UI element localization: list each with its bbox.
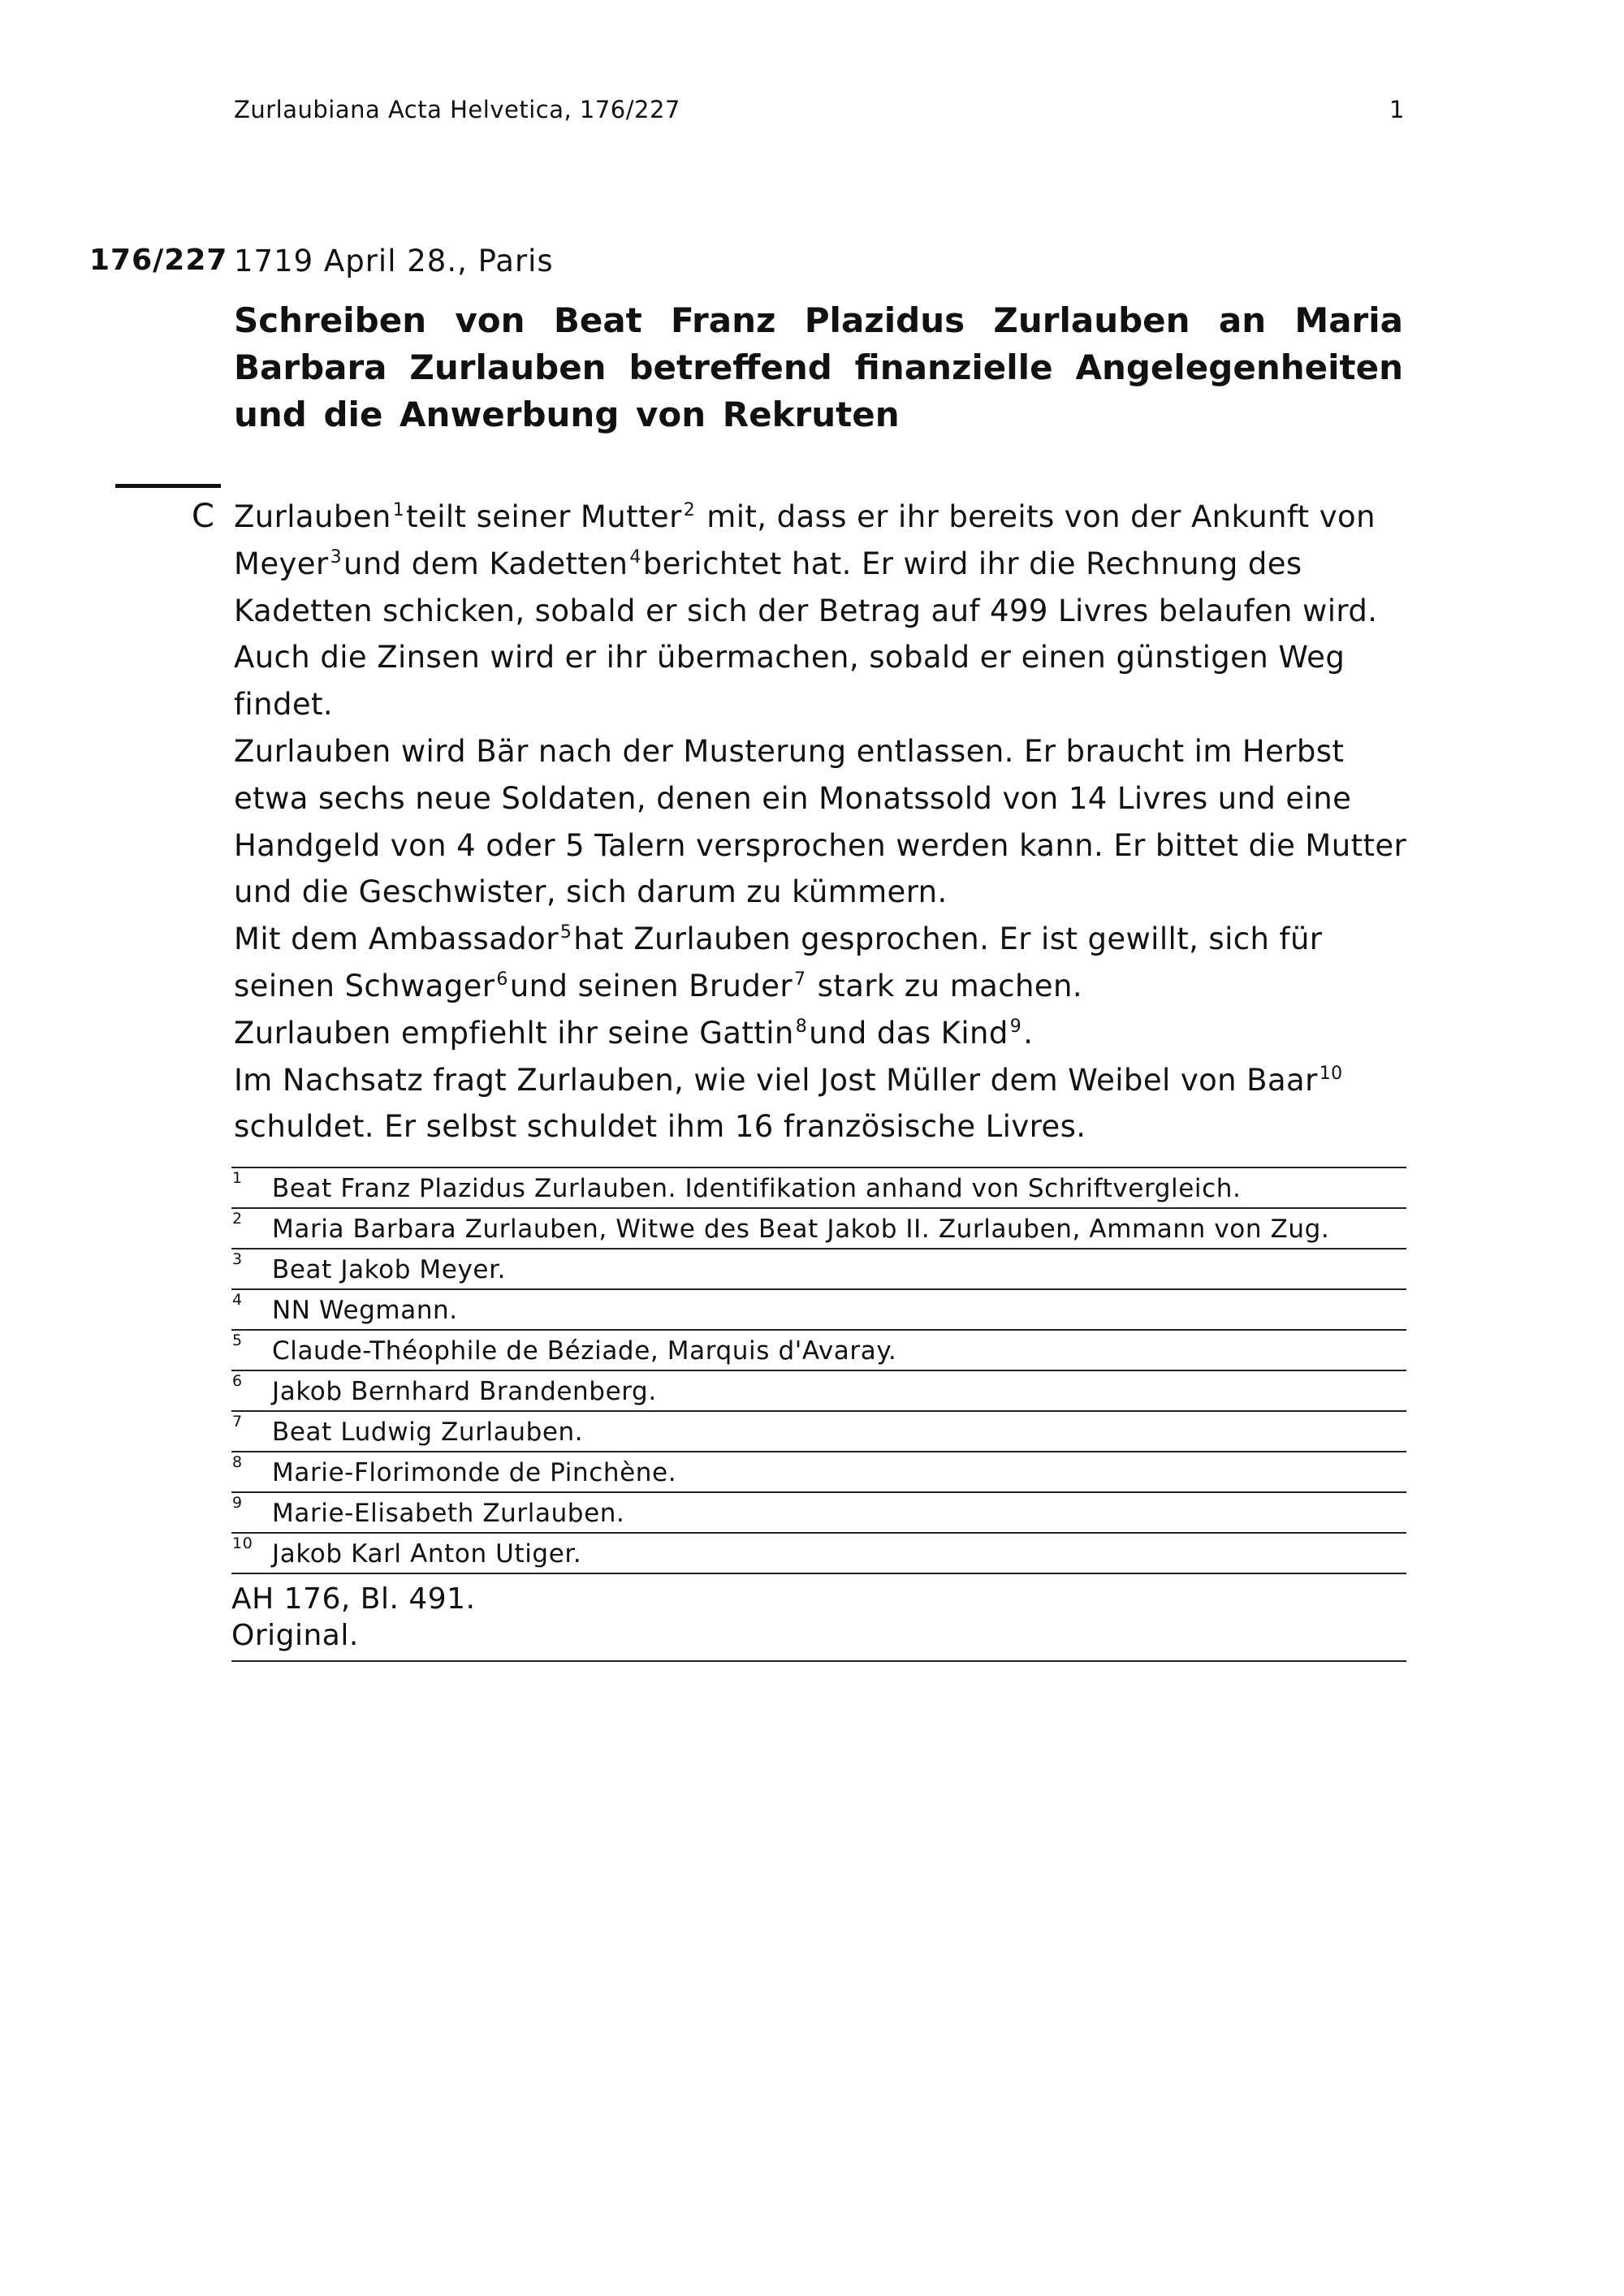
footnote-ref[interactable]: 1 (392, 500, 405, 520)
footnote-text: Beat Jakob Meyer. (272, 1255, 507, 1284)
footnotes-list (231, 1167, 1406, 1574)
footnote-number: 7 (232, 1413, 243, 1431)
footnote (231, 1168, 1406, 1209)
document-type: Original. (231, 1619, 359, 1652)
summary-paragraph: Zurlauben empfiehlt ihr seine Gattin$^8$und das Kind$^9$. (234, 1015, 1034, 1051)
summary-paragraph: Zurlauben wird Bär nach der Musterung entlassen. Er braucht im Herbst etwa sechs neue Soldaten, denen ein Monatssold von 14 Livres und eine Handgeld von 4 oder 5 Talern versprochen werden kann. Er bittet die Mutter und die Geschwister, sich darum zu kümmern. (234, 733, 1407, 910)
footnote-ref[interactable]: 9 (1009, 1016, 1022, 1037)
footnote-number: 4 (232, 1291, 243, 1309)
footnote-ref[interactable]: 8 (795, 1016, 808, 1037)
footnote-number: 9 (232, 1494, 243, 1512)
footnote-text: Maria Barbara Zurlauben, Witwe des Beat Jakob II. Zurlauben, Ammann von Zug. (272, 1215, 1330, 1244)
running-head (234, 96, 1405, 123)
footnote (231, 1493, 1406, 1534)
footnote-number: 10 (232, 1534, 253, 1552)
footnote-text: Marie-Elisabeth Zurlauben. (272, 1499, 625, 1528)
document-number: 176/227 (89, 244, 228, 277)
date-place: 1719 April 28., Paris (234, 244, 554, 278)
footnote-ref[interactable]: 10 (1319, 1063, 1343, 1084)
page-number: 1 (1389, 96, 1405, 123)
footnote-number: 3 (232, 1250, 243, 1268)
footnote-text: Beat Franz Plazidus Zurlauben. Identifikation anhand von Schriftvergleich. (272, 1174, 1242, 1203)
footnote-text: Jakob Bernhard Brandenberg. (272, 1377, 657, 1406)
document-title: Schreiben von Beat Franz Plazidus Zurlauben an Maria Barbara Zurlauben betreffend finanzielle Angelegenheiten und die Anwerbung von Rekruten (234, 300, 1403, 434)
footnote (231, 1371, 1406, 1412)
footnote-ref[interactable]: 5 (559, 922, 572, 943)
source-block (231, 1581, 1406, 1662)
summary-paragraph: Mit dem Ambassador$^5$hat Zurlauben gesprochen. Er ist gewillt, sich für seinen Schwager$^6$und seinen Bruder$^7$ stark zu machen. (234, 921, 1323, 1003)
margin-rule (115, 484, 221, 488)
footnote (231, 1209, 1406, 1249)
summary-paragraph: Im Nachsatz fragt Zurlauben, wie viel Jost Müller dem Weibel von Baar$^{10}$ schuldet. Er selbst schuldet ihm 16 französische Livres. (234, 1062, 1343, 1145)
footnote-text: NN Wegmann. (272, 1296, 458, 1325)
footnote-number: 2 (232, 1210, 243, 1228)
footnote (231, 1412, 1406, 1452)
footnote (231, 1452, 1406, 1493)
margin-letter: C (192, 498, 214, 535)
summary-text (234, 494, 1419, 1150)
footnote-ref[interactable]: 4 (629, 546, 641, 568)
footnote (231, 1534, 1406, 1574)
footnote-number: 1 (232, 1169, 243, 1187)
footnote-text: Jakob Karl Anton Utiger. (272, 1539, 582, 1569)
footnote (231, 1290, 1406, 1331)
footnote-number: 6 (232, 1372, 243, 1390)
footnote-text: Claude-Théophile de Béziade, Marquis d'Avaray. (272, 1336, 897, 1366)
footnote-ref[interactable]: 7 (794, 969, 806, 990)
footnote-text: Beat Ludwig Zurlauben. (272, 1418, 584, 1447)
footnote-text: Marie-Florimonde de Pinchène. (272, 1458, 677, 1487)
summary-paragraph: Zurlauben$^1$teilt seiner Mutter$^2$ mit, dass er ihr bereits von der Ankunft von Meyer$^3$und dem Kadetten$^4$berichtet hat. Er wird ihr die Rechnung des Kadetten schicken, sobald er sich der Betrag auf 499 Livres belaufen wird. Auch die Zinsen wird er ihr übermachen, sobald er einen günstigen Weg findet. (234, 499, 1378, 723)
footnote-number: 8 (232, 1453, 243, 1471)
footnote (231, 1249, 1406, 1290)
footnote-number: 5 (232, 1331, 243, 1349)
footnote (231, 1331, 1406, 1371)
footnote-ref[interactable]: 3 (330, 546, 342, 568)
footnote-ref[interactable]: 6 (496, 969, 508, 990)
archive-signature: AH 176, Bl. 491. (231, 1582, 476, 1616)
footnote-ref[interactable]: 2 (683, 500, 696, 520)
series-title: Zurlaubiana Acta Helvetica, 176/227 (234, 96, 680, 123)
